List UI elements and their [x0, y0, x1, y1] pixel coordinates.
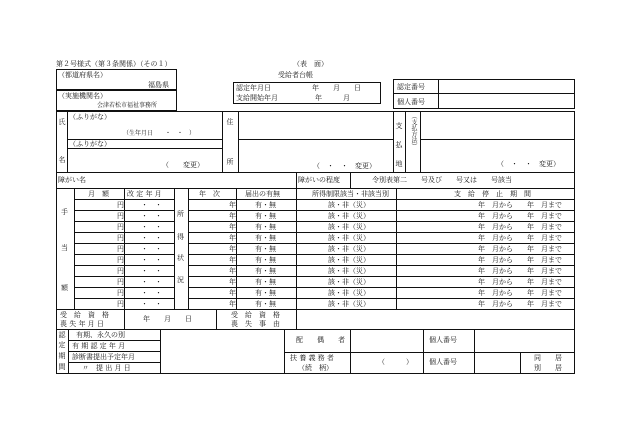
row-year: 年: [229, 201, 236, 209]
address-change: （ ・ ・ 変更）: [313, 162, 376, 170]
row-revised: ・ ・: [141, 256, 162, 264]
income-vertical-2: 状: [177, 254, 184, 262]
row-limit: 該・非（災）: [328, 278, 370, 286]
row-yen: 円: [117, 212, 124, 220]
loss-reason-1: 受 給 資 格: [231, 311, 280, 319]
loss-date-units: 年 月 日: [143, 315, 192, 323]
row-year: 年: [229, 256, 236, 264]
header-revised: 改 定 年 月: [127, 190, 162, 198]
personal-no-label: 個人番号: [397, 98, 425, 106]
income-vertical-0: 所: [177, 210, 184, 218]
header-month-amount: 月 額: [88, 190, 109, 198]
separate-household: 別 居: [534, 364, 562, 372]
cert-date-units: 年 月 日: [312, 84, 361, 92]
row-notice: 有・無: [255, 245, 276, 253]
row-notice: 有・無: [255, 212, 276, 220]
row-limit: 該・非（災）: [328, 289, 370, 297]
row-limit: 該・非（災）: [328, 234, 370, 242]
supporter-label-2: （続 柄）: [298, 364, 333, 372]
row-yen: 円: [117, 223, 124, 231]
cert-no-label: 認定番号: [397, 83, 425, 91]
row-revised: ・ ・: [141, 289, 162, 297]
row-limit: 該・非（災）: [328, 223, 370, 231]
row-revised: ・ ・: [141, 201, 162, 209]
birth-date: （生年月日 ・ ・ ）: [123, 130, 196, 137]
allowance-vertical-0: 手: [61, 208, 68, 216]
row-stop-from: 年 月から: [478, 212, 513, 220]
row-year: 年: [229, 289, 236, 297]
row-year: 年: [229, 223, 236, 231]
row-limit: 該・非（災）: [328, 267, 370, 275]
furigana-label-2: （ふりがな）: [69, 140, 111, 148]
row-revised: ・ ・: [141, 234, 162, 242]
row-stop-to: 年 月まで: [527, 234, 562, 242]
cert-date-label: 認定年月日: [236, 84, 271, 92]
row-stop-from: 年 月から: [478, 289, 513, 297]
form-number: 第２号様式（第３条関係）（その１）: [56, 60, 172, 68]
row-yen: 円: [117, 289, 124, 297]
prefecture-value: 福島県: [148, 81, 169, 89]
row-stop-to: 年 月まで: [527, 278, 562, 286]
row-yen: 円: [117, 278, 124, 286]
name-label-top: 氏: [58, 118, 66, 126]
same-household: 同 居: [534, 354, 562, 362]
row-year: 年: [229, 267, 236, 275]
row-year: 年: [229, 278, 236, 286]
row-yen: 円: [117, 245, 124, 253]
row-stop-to: 年 月まで: [527, 300, 562, 308]
start-date-label: 支給開始年月: [236, 94, 278, 102]
payment-change: （ ・ ・ 変更）: [497, 160, 560, 168]
row-yen: 円: [117, 256, 124, 264]
row-notice: 有・無: [255, 267, 276, 275]
row-stop-to: 年 月まで: [527, 245, 562, 253]
row-limit: 該・非（災）: [328, 300, 370, 308]
payment-label: 支 払 地: [395, 122, 403, 168]
disability-degree-text: 令別表第二 号及び 号又は 号該当: [372, 176, 512, 184]
disability-degree-label: 障がいの程度: [298, 176, 340, 184]
furigana-label: （ふりがな）: [69, 113, 111, 121]
row-limit: 該・非（災）: [328, 245, 370, 253]
allowance-vertical-1: 当: [61, 244, 68, 252]
form-title: 受給者台帳: [278, 71, 313, 79]
allowance-vertical-2: 額: [61, 284, 68, 292]
cert-period-row-1: 有期、永久の別: [76, 331, 125, 339]
loss-label-2: 喪 失 年 月 日: [60, 320, 104, 328]
agency-label: （実施機関名）: [58, 92, 107, 100]
supporter-paren: （ ）: [378, 358, 413, 366]
loss-reason-2: 喪 失 事 由: [231, 320, 280, 328]
prefecture-label: （都道府県名）: [58, 71, 107, 79]
row-stop-to: 年 月まで: [527, 201, 562, 209]
row-notice: 有・無: [255, 234, 276, 242]
row-stop-from: 年 月から: [478, 201, 513, 209]
row-revised: ・ ・: [141, 212, 162, 220]
form-face: （表 面）: [293, 60, 328, 68]
row-notice: 有・無: [255, 289, 276, 297]
agency-value: 会津若松市福祉事務所: [97, 102, 158, 109]
row-stop-from: 年 月から: [478, 256, 513, 264]
personal-no-spouse: 個人番号: [429, 336, 457, 344]
payment-method: （支払方法）: [410, 113, 417, 149]
row-yen: 円: [117, 300, 124, 308]
row-notice: 有・無: [255, 256, 276, 264]
row-notice: 有・無: [255, 201, 276, 209]
row-stop-from: 年 月から: [478, 267, 513, 275]
supporter-label-1: 扶 養 義 務 者: [290, 354, 334, 362]
header-notice: 届出の有無: [245, 190, 280, 198]
row-stop-to: 年 月まで: [527, 212, 562, 220]
start-date-units: 年 月: [315, 94, 350, 102]
disability-name-label: 障がい名: [58, 176, 86, 184]
income-vertical-1: 得: [177, 233, 184, 241]
row-revised: ・ ・: [141, 278, 162, 286]
cert-period-v3: 期: [58, 352, 66, 360]
row-year: 年: [229, 234, 236, 242]
row-notice: 有・無: [255, 223, 276, 231]
row-revised: ・ ・: [141, 267, 162, 275]
row-stop-from: 年 月から: [478, 278, 513, 286]
cert-period-row-3: 診断書提出予定年月: [72, 353, 135, 361]
address-label-bottom: 所: [226, 158, 234, 166]
row-year: 年: [229, 245, 236, 253]
row-notice: 有・無: [255, 278, 276, 286]
row-revised: ・ ・: [141, 223, 162, 231]
row-year: 年: [229, 212, 236, 220]
cert-period-v4: 間: [58, 363, 66, 371]
cert-period-row-2: 有 期 認 定 年 月: [72, 342, 126, 350]
row-stop-from: 年 月から: [478, 245, 513, 253]
spouse-label: 配 偶 者: [296, 336, 345, 344]
row-limit: 該・非（災）: [328, 212, 370, 220]
address-label-top: 住: [226, 118, 234, 126]
cert-period-v1: 認: [58, 331, 66, 339]
header-limit: 所得制限該当・非該当別: [312, 190, 389, 198]
row-stop-to: 年 月まで: [527, 256, 562, 264]
loss-label-1: 受 給 資 格: [60, 311, 109, 319]
name-change: （ 変更）: [162, 161, 204, 169]
cert-period-v2: 定: [58, 341, 66, 349]
row-stop-from: 年 月から: [478, 223, 513, 231]
personal-no-supporter: 個人番号: [429, 358, 457, 366]
row-stop-to: 年 月まで: [527, 267, 562, 275]
row-stop-to: 年 月まで: [527, 289, 562, 297]
row-yen: 円: [117, 201, 124, 209]
header-stop: 支 給 停 止 期 間: [454, 190, 531, 198]
name-label-bottom: 名: [58, 156, 66, 164]
row-limit: 該・非（災）: [328, 201, 370, 209]
row-stop-to: 年 月まで: [527, 223, 562, 231]
row-notice: 有・無: [255, 300, 276, 308]
row-stop-from: 年 月から: [478, 234, 513, 242]
row-limit: 該・非（災）: [328, 256, 370, 264]
row-yen: 円: [117, 267, 124, 275]
income-vertical-3: 況: [177, 276, 184, 284]
row-stop-from: 年 月から: [478, 300, 513, 308]
row-revised: ・ ・: [141, 300, 162, 308]
row-year: 年: [229, 300, 236, 308]
header-year: 年 次: [199, 190, 220, 198]
cert-period-row-4: 〃 提 出 月 日: [82, 364, 131, 372]
row-revised: ・ ・: [141, 245, 162, 253]
row-yen: 円: [117, 234, 124, 242]
